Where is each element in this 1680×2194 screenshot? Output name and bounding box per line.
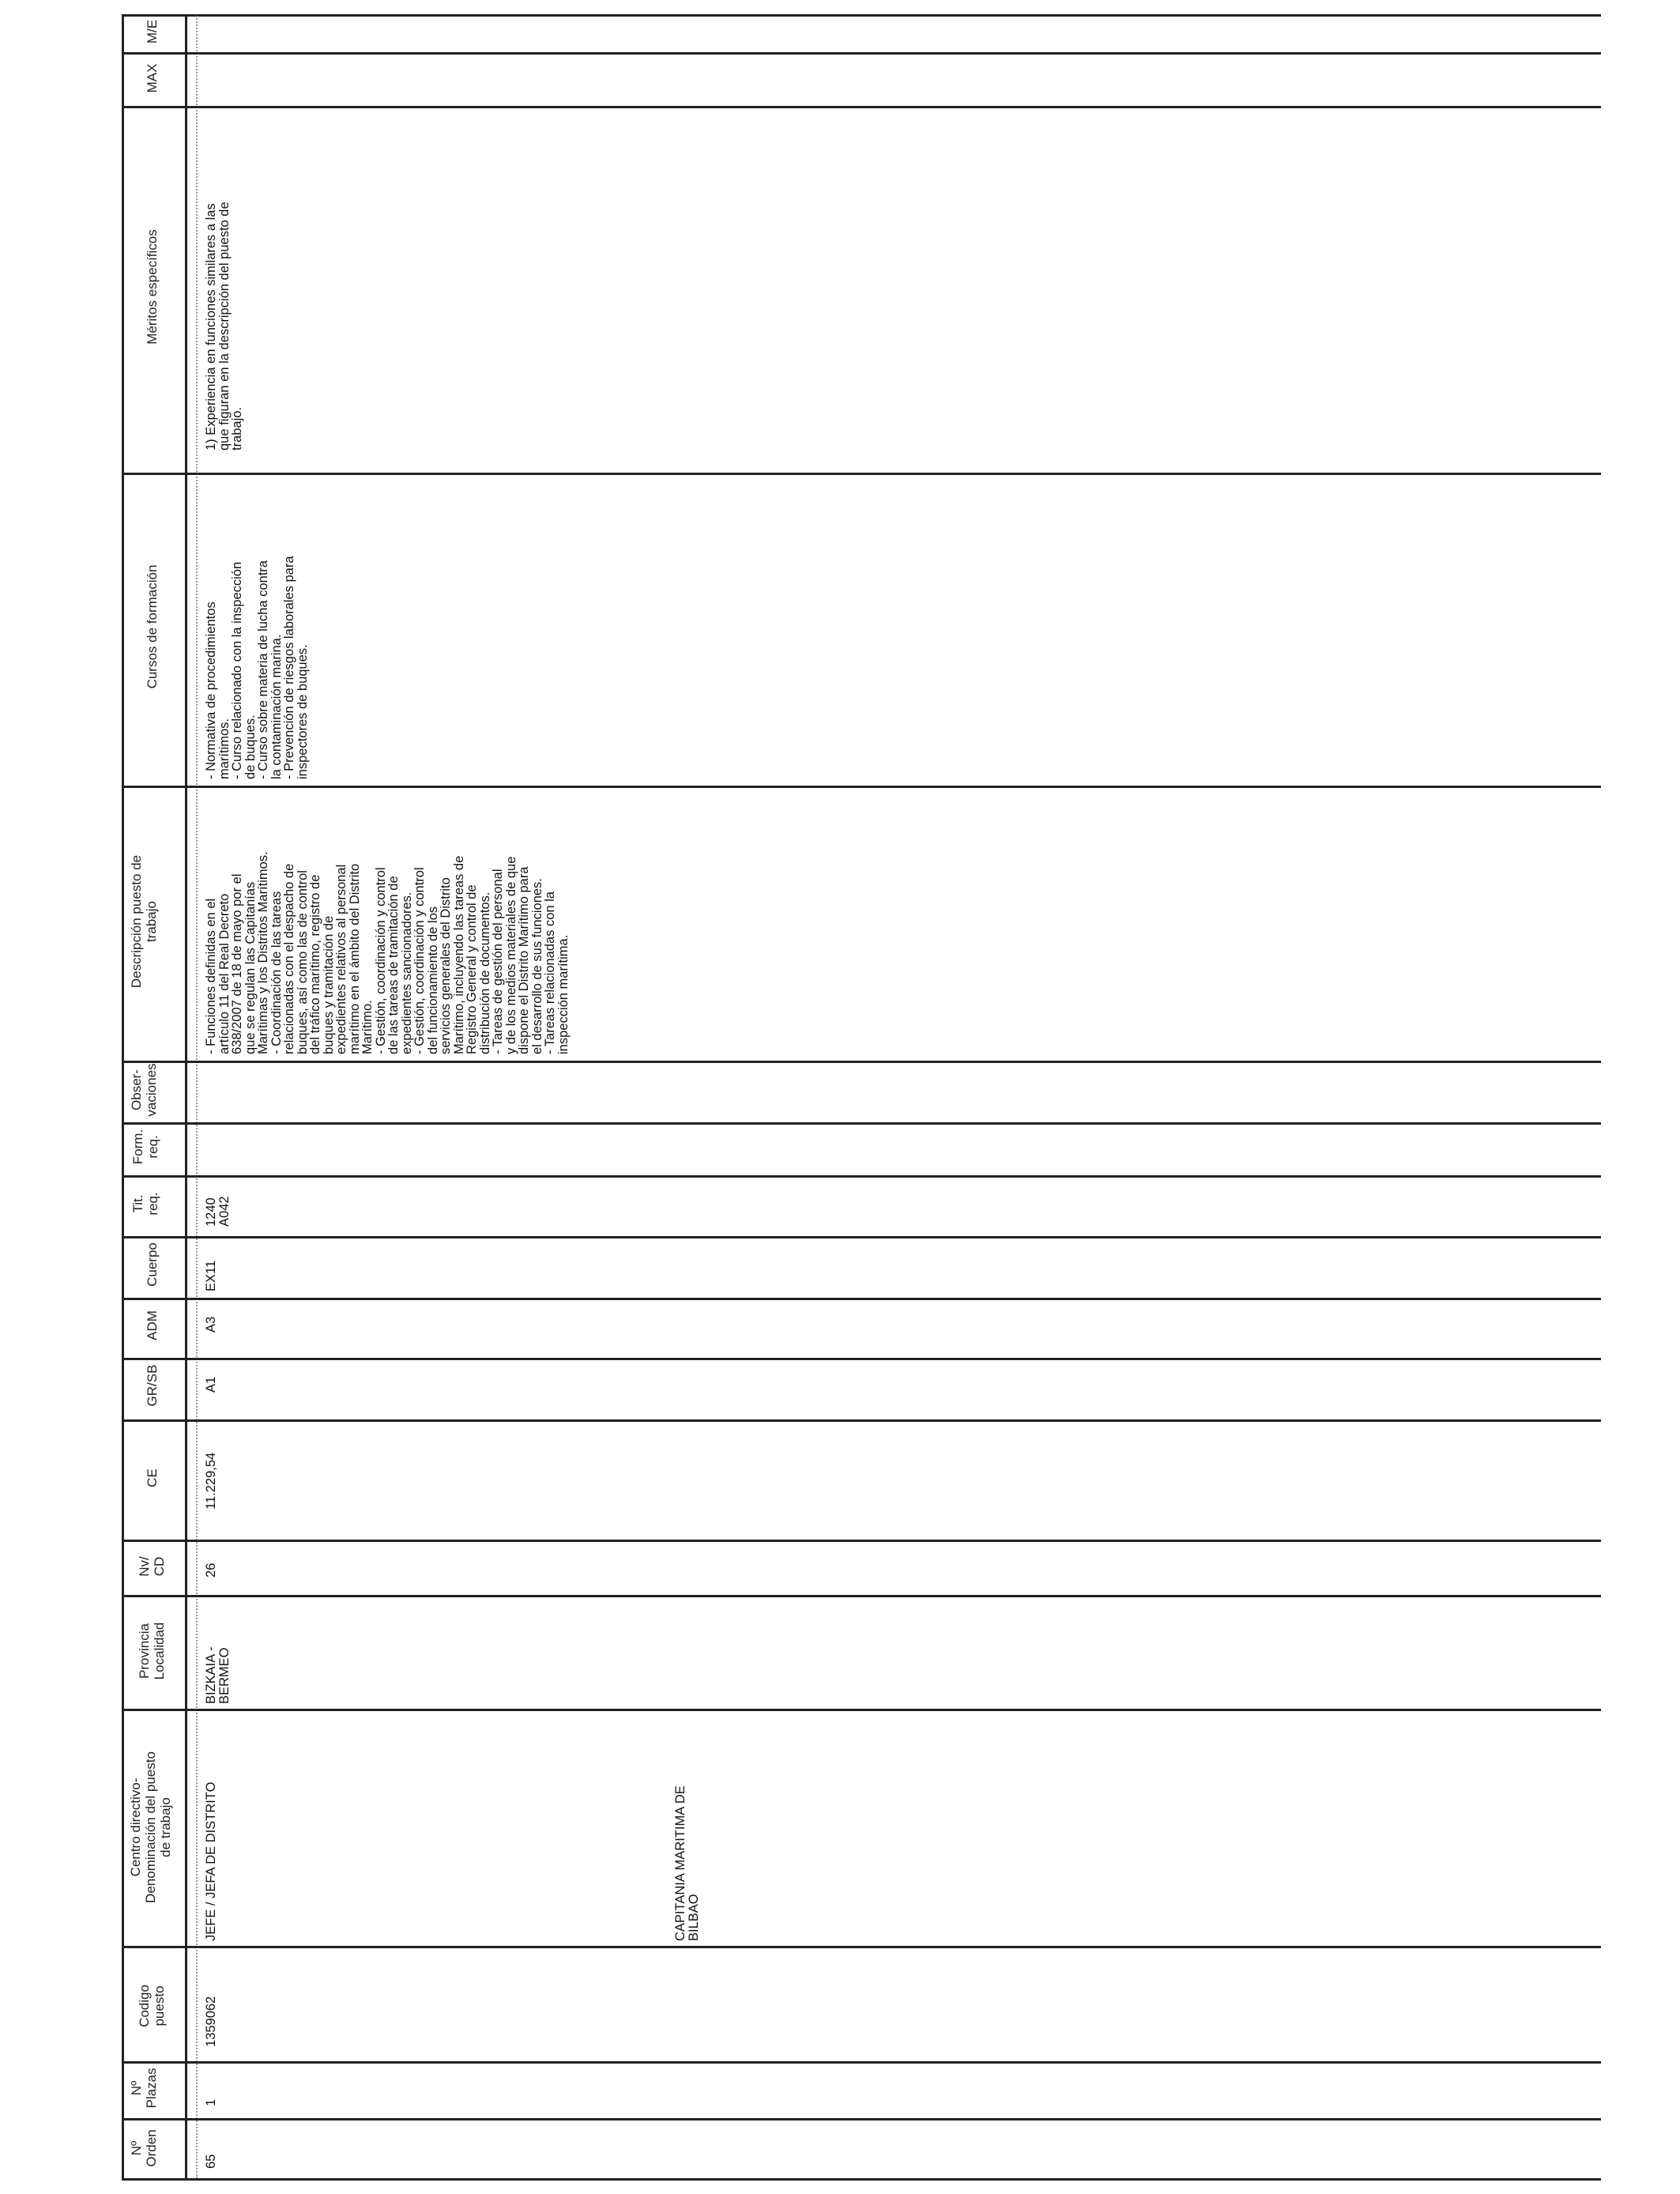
header-separator (185, 14, 187, 2181)
header-nivel: Nv/ CD (137, 1556, 167, 1577)
column-divider (122, 1122, 1601, 1125)
cell-descripcion: - Funciones definidas en el artículo 11 del Real Decreto 638/2007 de 18 de mayo por el que se regulan las Capitanías Marítimas y los Distritos Marítimos. - Coordinación de las tareas relacionadas con el despacho de buques, así como las de control del tráfico marítimo, registro de buques y tramitación de expedientes relativos al personal marítimo en el ámbito del Distrito Marítimo. - Gestión, coordinación y control de las tareas de tramitación de expedientes sancionadores. - Gestión, coordinación y control del funcionamiento de los servicios generales del Distrito Marítimo, incluyendo las tareas de Registro General y control de distribución de documentos. - Tareas de gestión del personal y de los medios materiales de que dispone el Distrito Marítimo para el desarrollo de sus funciones. - Tareas relacionadas con la inspección marítima. (204, 851, 571, 1054)
cell-cuerpo: EX11 (204, 1260, 218, 1291)
column-divider (122, 2118, 1601, 2120)
cell-provincia-localidad: BIZKAIA - BERMEO (204, 1646, 232, 1704)
column-divider (122, 1946, 1601, 1948)
cell-cursos: - Normativa de procedimientos marítimos. - Curso relacionado con la inspección de buques. - Curso sobre materia de lucha contra la contaminación marina. - Prevención de riesgos laborales para inspectores de buques. (204, 556, 310, 779)
header-provincia: Provincia Localidad (137, 1622, 167, 1680)
column-divider (122, 1540, 1601, 1542)
dotted-guide (196, 16, 198, 2178)
column-divider (122, 52, 1601, 55)
cell-denominacion: JEFE / JEFA DE DISTRITO (204, 1781, 218, 1941)
header-titulacion: Tit. req. (130, 1192, 160, 1216)
cell-meritos: 1) Experiencia en funciones similares a las que figuran en la descripción del puesto de trabajo. (204, 202, 244, 450)
column-divider (122, 1298, 1601, 1300)
cell-titulacion: 1240 A042 (204, 1196, 232, 1227)
column-divider (122, 1419, 1601, 1422)
column-divider (122, 473, 1601, 475)
header-plazas: Nº Plazas (129, 2068, 159, 2109)
header-ce: CE (145, 1468, 160, 1487)
table-border-left (122, 14, 124, 2181)
column-divider (122, 1175, 1601, 1178)
cell-grupo: A1 (204, 1376, 218, 1393)
cell-orden: 65 (204, 2154, 218, 2169)
header-cursos: Cursos de formación (145, 564, 160, 689)
column-divider (122, 1595, 1601, 1597)
cell-plazas: 1 (204, 2098, 218, 2106)
header-meritos: Méritos específicos (145, 229, 160, 345)
cell-centro-directivo: CAPITANIA MARITIMA DE BILBAO (673, 1785, 701, 1941)
column-divider (122, 106, 1601, 108)
header-descripcion: Descripción puesto de trabajo (129, 854, 159, 989)
header-observaciones: Obser- vaciones (129, 1063, 159, 1117)
header-me: M/E (145, 19, 160, 44)
table-border-bottom (122, 2178, 1601, 2181)
cell-ce: 11.229,54 (204, 1452, 218, 1510)
header-centro: Centro directivo- Denominación del puesto de trabajo (128, 1751, 173, 1903)
header-codigo: Codigo puesto (137, 1985, 167, 2027)
header-formacion: Form. req. (130, 1129, 160, 1165)
cell-nivel: 26 (204, 1563, 218, 1578)
header-adm: ADM (145, 1310, 160, 1340)
column-divider (122, 1061, 1601, 1063)
table-border-top (122, 14, 1601, 17)
header-grupo: GR/SB (145, 1364, 160, 1407)
column-divider (122, 786, 1601, 788)
cell-adm: A3 (204, 1316, 218, 1333)
column-divider (122, 1358, 1601, 1360)
column-divider (122, 1709, 1601, 1711)
header-orden: Nº Orden (129, 2129, 159, 2167)
column-divider (122, 2061, 1601, 2064)
cell-codigo: 1359062 (204, 1996, 218, 2047)
header-max: MAX (145, 63, 160, 93)
column-divider (122, 1236, 1601, 1238)
header-cuerpo: Cuerpo (145, 1242, 160, 1287)
